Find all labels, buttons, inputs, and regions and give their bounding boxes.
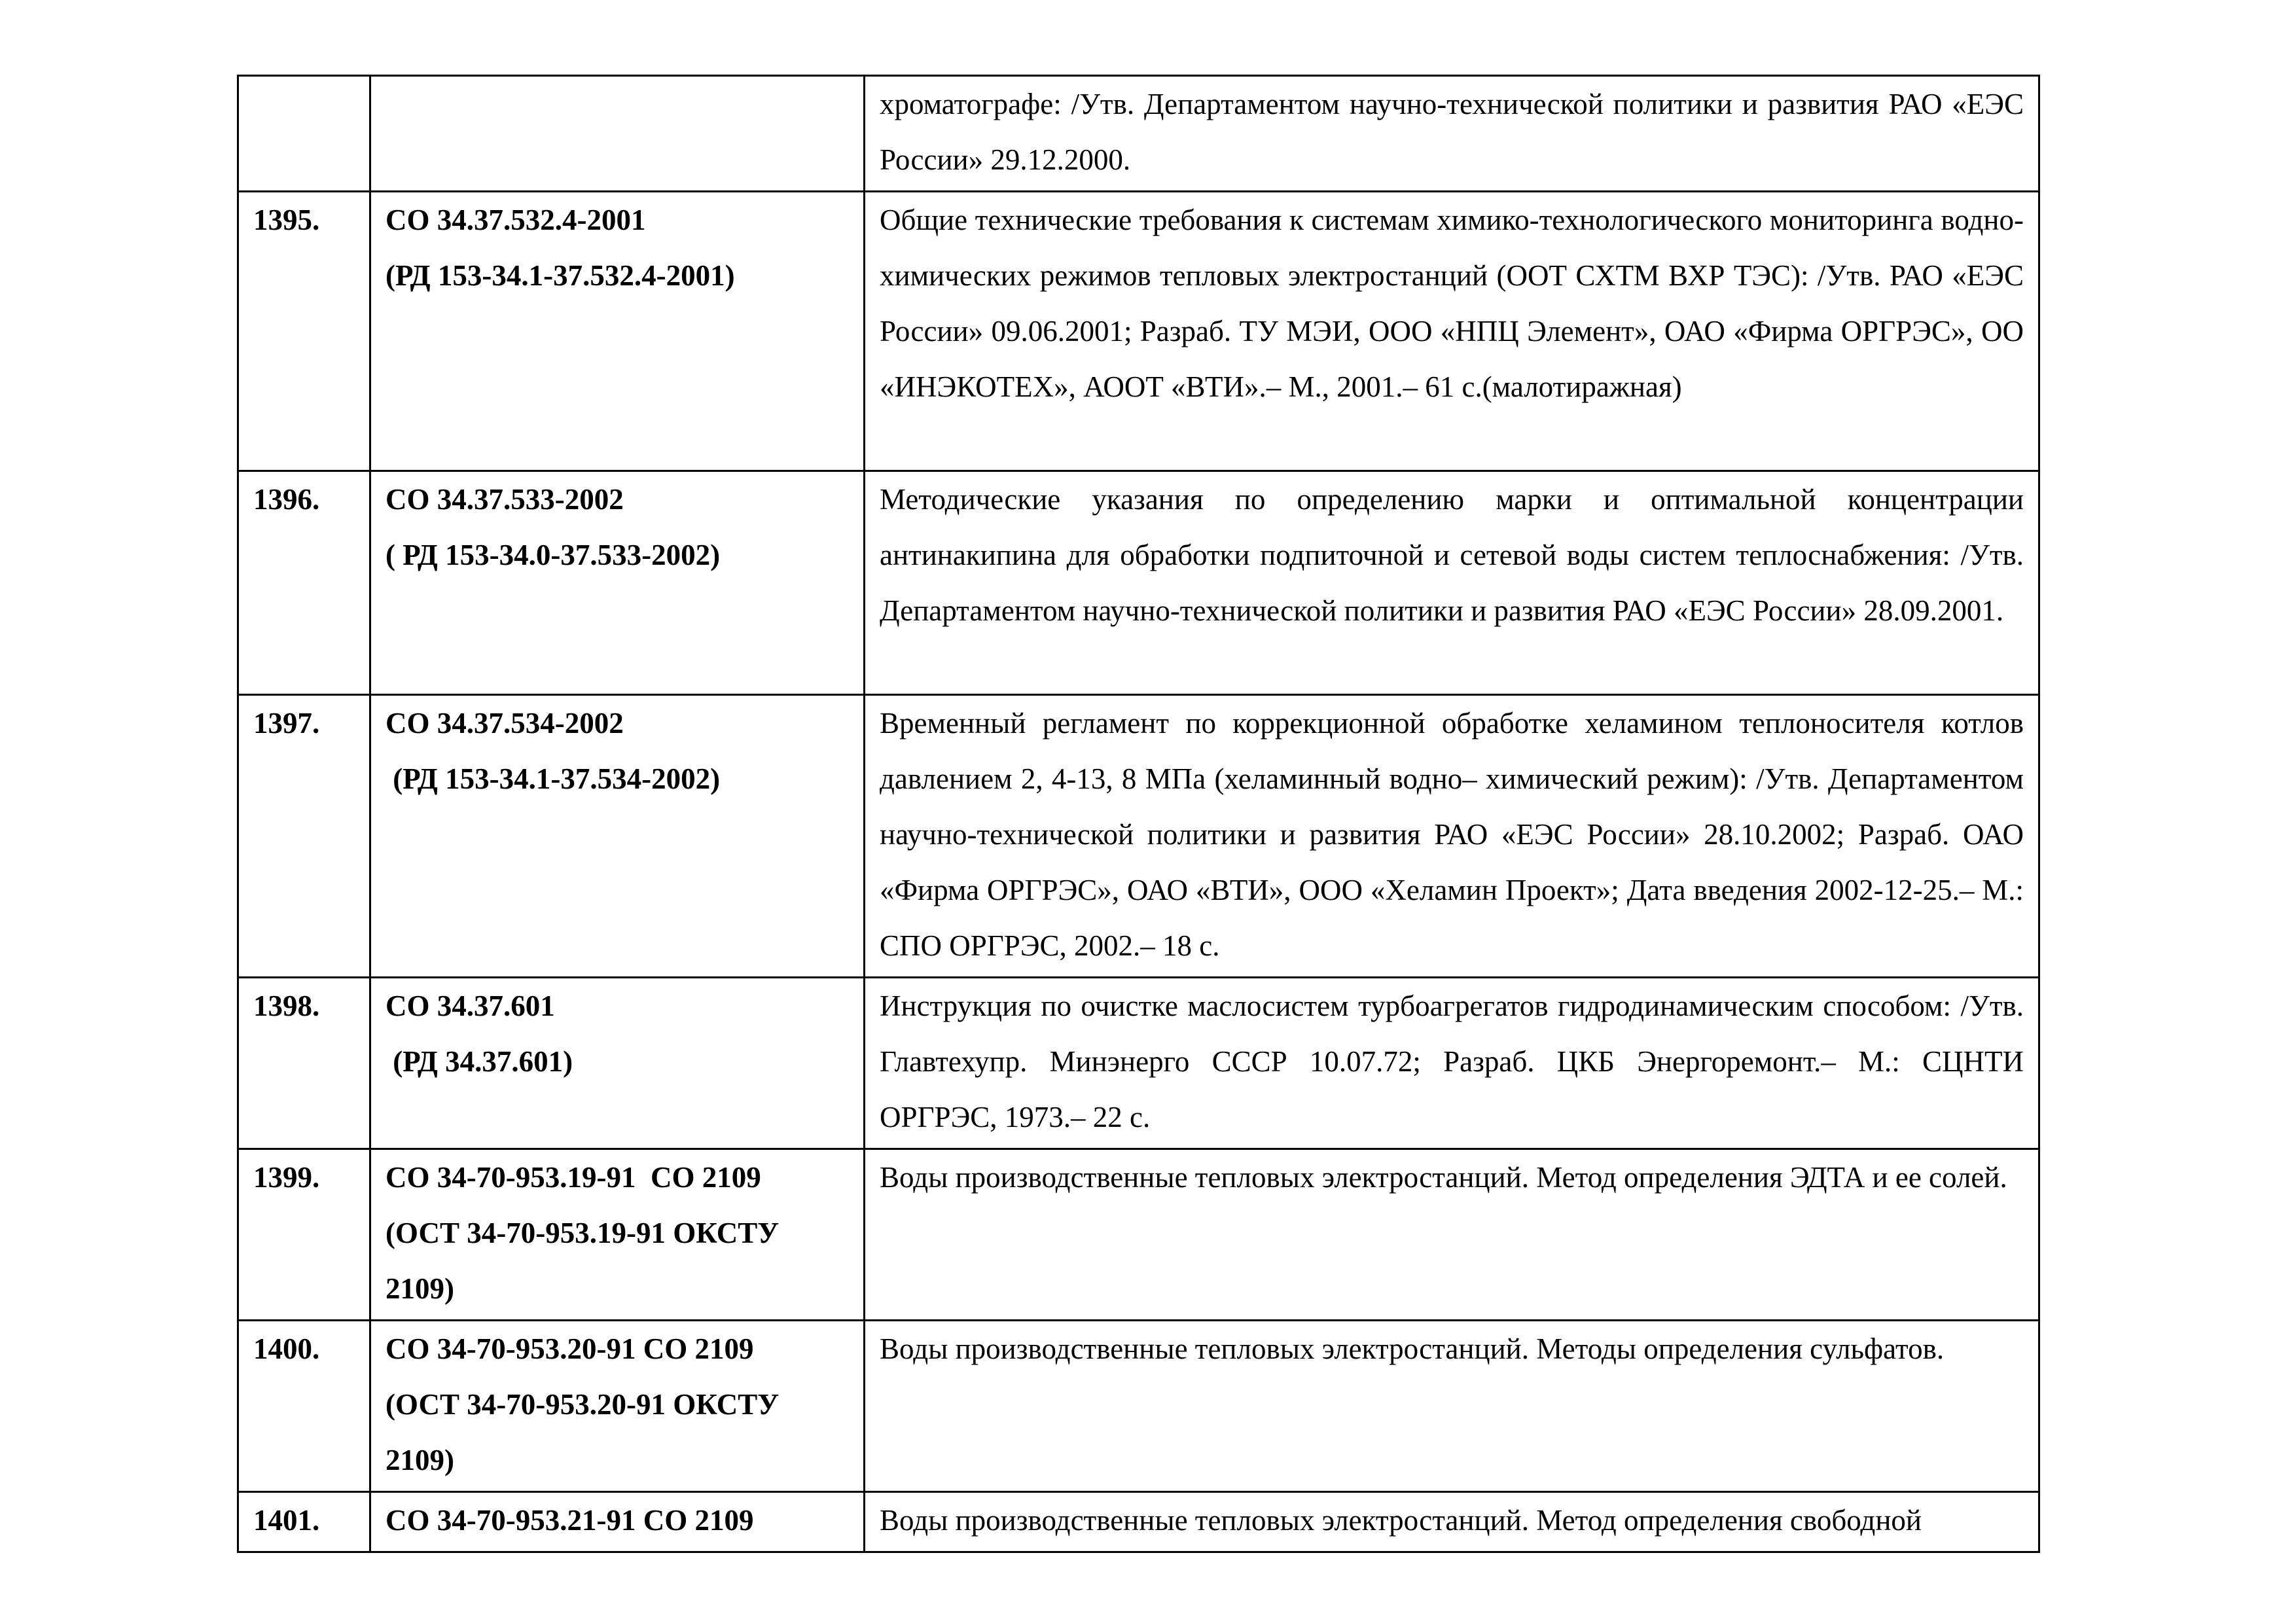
table-row	[238, 978, 2039, 1149]
code-line: (РД 153-34.1-37.534-2002)	[386, 762, 721, 795]
code-line: СО 34.37.601	[386, 990, 555, 1022]
table-row	[238, 76, 2039, 192]
code-line: СО 34-70-953.19-91 СО 2109	[386, 1161, 761, 1194]
document-description	[865, 471, 2039, 695]
document-description	[865, 695, 2039, 978]
row-number	[238, 76, 370, 192]
code-line: (ОСТ 34-70-953.20-91 ОКСТУ	[386, 1388, 780, 1421]
document-description	[865, 76, 2039, 192]
document-code	[370, 1149, 865, 1321]
document-description	[865, 1492, 2039, 1552]
code-line: (ОСТ 34-70-953.19-91 ОКСТУ	[386, 1217, 780, 1249]
code-line: СО 34-70-953.21-91 СО 2109	[386, 1504, 754, 1537]
code-line: СО 34.37.532.4-2001	[386, 204, 646, 236]
row-number: 1397.	[238, 695, 370, 978]
code-line: (РД 153-34.1-37.532.4-2001)	[386, 259, 735, 292]
table-row	[238, 192, 2039, 471]
description-text: Методические указания по определению марки и оптимальной концентрации антинакипина для обработки подпиточной и сетевой воды систем теплоснабжения: /Утв. Департаментом научно-технической политики и развития РАО «ЕЭС России» 28.09.2001.	[880, 483, 2024, 627]
table-row	[238, 1321, 2039, 1492]
document-code	[370, 978, 865, 1149]
document-code	[370, 1321, 865, 1492]
code-line: (РД 34.37.601)	[386, 1045, 573, 1078]
description-text: Временный регламент по коррекционной обработке хеламином теплоносителя котлов давлением 2, 4-13, 8 МПа (хеламинный водно– химический режим): /Утв. Департаментом научно-технической политики и развития РАО «ЕЭС России» 28.10.2002; Разраб. ОАО «Фирма ОРГРЭС», ОАО «ВТИ», ООО «Хеламин Проект»; Дата введения 2002-12-25.– М.: СПО ОРГРЭС, 2002.– 18 с.	[880, 707, 2024, 962]
row-number: 1401.	[238, 1492, 370, 1552]
row-number: 1395.	[238, 192, 370, 471]
code-line: СО 34.37.534-2002	[386, 707, 624, 740]
table-row	[238, 1492, 2039, 1552]
table-row	[238, 695, 2039, 978]
row-number: 1396.	[238, 471, 370, 695]
code-line: 2109)	[386, 1444, 454, 1476]
description-text: Воды производственные тепловых электростанций. Методы определения сульфатов.	[880, 1332, 1945, 1365]
document-code	[370, 471, 865, 695]
document-code	[370, 695, 865, 978]
document-description	[865, 1321, 2039, 1492]
document-code	[370, 192, 865, 471]
document-description	[865, 192, 2039, 471]
document-code	[370, 1492, 865, 1552]
description-text: Общие технические требования к системам химико-технологического мониторинга водно-химических режимов тепловых электростанций (ООТ СХТМ ВХР ТЭС): /Утв. РАО «ЕЭС России» 09.06.2001; Разраб. ТУ МЭИ, ООО «НПЦ Элемент», ОАО «Фирма ОРГРЭС», ОО «ИНЭКОТЕХ», АООТ «ВТИ».– М., 2001.– 61 с.(малотиражная)	[880, 204, 2024, 403]
document-code	[370, 76, 865, 192]
document-description	[865, 978, 2039, 1149]
code-line: СО 34.37.533-2002	[386, 483, 624, 516]
row-number: 1399.	[238, 1149, 370, 1321]
row-number: 1400.	[238, 1321, 370, 1492]
table-row	[238, 1149, 2039, 1321]
description-text: Инструкция по очистке маслосистем турбоагрегатов гидродинамическим способом: /Утв. Главтехупр. Минэнерго СССР 10.07.72; Разраб. ЦКБ Энергоремонт.– М.: СЦНТИ ОРГРЭС, 1973.– 22 с.	[880, 990, 2024, 1133]
row-number: 1398.	[238, 978, 370, 1149]
code-line: ( РД 153-34.0-37.533-2002)	[386, 539, 721, 571]
table-row	[238, 471, 2039, 695]
code-line: СО 34-70-953.20-91 СО 2109	[386, 1332, 754, 1365]
document-description	[865, 1149, 2039, 1321]
description-text: хроматографе: /Утв. Департаментом научно-технической политики и развития РАО «ЕЭС России» 29.12.2000.	[880, 88, 2024, 176]
standards-table	[237, 75, 2040, 1553]
description-text: Воды производственные тепловых электростанций. Метод определения свободной	[880, 1504, 1922, 1537]
description-text: Воды производственные тепловых электростанций. Метод определения ЭДТА и ее солей.	[880, 1161, 2007, 1194]
code-line: 2109)	[386, 1272, 454, 1305]
